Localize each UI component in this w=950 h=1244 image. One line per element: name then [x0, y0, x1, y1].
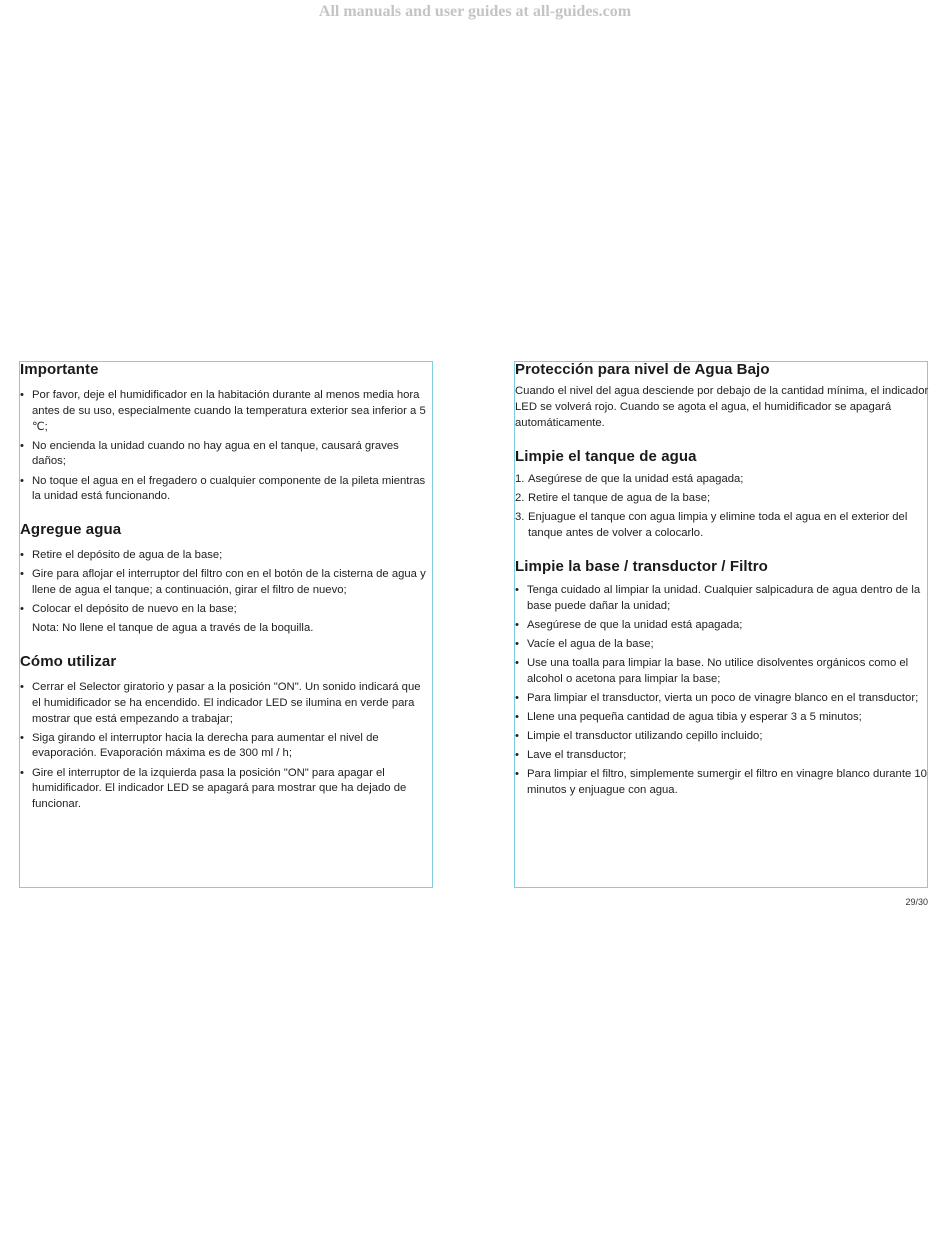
list-item: • Retire el depósito de agua de la base; [20, 549, 223, 561]
list-item: • Vacíe el agua de la base; [515, 637, 654, 650]
list-item: • Para limpiar el transductor, vierta un poco de vinagre blanco en el transductor; [515, 691, 919, 704]
how-to-use-list [20, 680, 430, 813]
list-item: • Lave el transductor; [515, 749, 627, 762]
list-item: • Limpie el transductor utilizando cepillo incluido; [515, 730, 763, 743]
important-list [20, 388, 430, 505]
list-item: • Use una toalla para limpiar la base. No utilice disolventes orgánicos como el alcohol o acetona para limpiar la base; [515, 657, 909, 685]
clean-tank-list [515, 472, 929, 542]
important-section [20, 362, 430, 508]
add-water-section [20, 522, 430, 637]
list-item: • Asegúrese de que la unidad está apagada; [515, 618, 743, 631]
list-item: • Gire para aflojar el interruptor del filtro con en el botón de la cisterna de agua y llene de agua el tanque; a continuación, girar el filtro de nuevo; [20, 568, 426, 596]
list-item: • Cerrar el Selector giratorio y pasar a la posición "ON". Un sonido indicará que el humidificador se ha encendido. El indicador LED se ilumina en verde para mostrar que está empezando a trabajar; [20, 681, 421, 725]
clean-base-section [515, 559, 929, 802]
how-to-use-title: Cómo utilizar [20, 653, 117, 670]
clean-tank-title: Limpie el tanque de agua [515, 448, 697, 465]
low-water-section [515, 362, 929, 431]
low-water-text: Cuando el nivel del agua desciende por debajo de la cantidad mínima, el indicador LED se volverá rojo. Cuando se agota el agua, el humidificador se apagará automáticamente. [515, 385, 929, 429]
clean-base-list [515, 583, 929, 799]
list-item: • No toque el agua en el fregadero o cualquier componente de la pileta mientras la unidad está funcionando. [20, 474, 426, 503]
left-panel [19, 361, 433, 888]
list-item: • Colocar el depósito de nuevo en la base; [20, 602, 237, 615]
how-to-use-section [20, 654, 430, 816]
list-item: • No encienda la unidad cuando no hay agua en el tanque, causará graves daños; [20, 439, 399, 468]
low-water-title: Protección para nivel de Agua Bajo [515, 361, 770, 378]
clean-tank-section [515, 449, 929, 545]
list-item: 2. Retire el tanque de agua de la base; [515, 492, 711, 505]
list-item: 1. Asegúrese de que la unidad está apagada; [515, 473, 744, 485]
list-item: • Llene una pequeña cantidad de agua tibia y esperar 3 a 5 minutos; [515, 711, 862, 724]
list-item: • Para limpiar el filtro, simplemente sumergir el filtro en vinagre blanco durante 10 minutos y enjuague con agua. [515, 768, 927, 797]
watermark: All manuals and user guides at all-guides.com [318, 3, 632, 20]
list-item: • Gire el interruptor de la izquierda pasa la posición "ON" para apagar el humidificador. El indicador LED se apagará para mostrar que ha dejado de funcionar. [20, 766, 407, 811]
list-item: 3. Enjuague el tanque con agua limpia y elimine toda el agua en el exterior del tanque antes de volver a colocarlo. [515, 511, 908, 539]
list-item: • Tenga cuidado al limpiar la unidad. Cualquier salpicadura de agua dentro de la base puede dañar la unidad; [515, 584, 921, 612]
add-water-title: Agregue agua [20, 521, 122, 538]
page-number: 29/30 [905, 897, 928, 907]
important-title: Importante [20, 361, 99, 378]
list-item: • Siga girando el interruptor hacia la derecha para aumentar el nivel de evaporación. Evaporación máxima es de 300 ml / h; [20, 731, 379, 760]
clean-base-title: Limpie la base / transductor / Filtro [515, 558, 768, 575]
add-water-note: Nota: No llene el tanque de agua a través de la boquilla. [32, 622, 314, 635]
right-panel [514, 361, 928, 888]
add-water-list [20, 548, 430, 618]
list-item: • Por favor, deje el humidificador en la habitación durante al menos media hora antes de su uso, especialmente cuando la temperatura exterior sea inferior a 5 ℃; [20, 389, 426, 433]
